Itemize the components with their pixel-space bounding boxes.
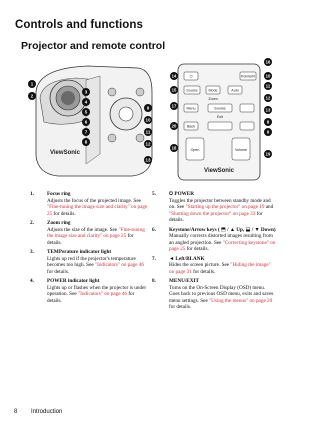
item-number: 4.	[30, 277, 34, 284]
remote-zoom-label: Zoom	[208, 97, 218, 101]
item-description: Toggles the projector between standby mode and on. See "Starting up the projector" on page 19 and "Shutting down the projector" on page 33 for details.	[169, 197, 274, 224]
callout-r14	[170, 72, 178, 80]
page-number: 8	[14, 409, 18, 415]
projector-remote-illustration	[28, 58, 276, 183]
callout-6	[82, 118, 90, 126]
feature-list-right	[152, 191, 276, 313]
callout-r10	[264, 72, 272, 80]
item-title: TEMPerature indicator light	[47, 248, 112, 255]
item-title: ⏻ POWER	[169, 191, 194, 197]
callout-4	[82, 98, 90, 106]
page-footer	[14, 409, 62, 415]
remote-menu-button: Menu	[186, 106, 196, 111]
svg-text:18: 18	[171, 145, 177, 151]
callout-r19	[264, 150, 272, 158]
item-title: Focus ring	[47, 191, 71, 197]
callout-r18	[170, 144, 178, 152]
cross-reference-link[interactable]: "Indicators" on page 46	[77, 291, 128, 298]
remote-open-button: Open	[190, 148, 200, 152]
callout-9	[144, 104, 152, 112]
svg-text:10: 10	[145, 117, 151, 123]
callout-2	[28, 92, 36, 100]
item-number: 1.	[30, 191, 34, 197]
svg-text:8: 8	[84, 139, 88, 145]
svg-text:13: 13	[145, 157, 151, 163]
cross-reference-link[interactable]: "Fine-tuning the image size and clarity" on page 25	[47, 204, 148, 217]
remote-auto-button: Auto	[231, 88, 239, 93]
list-item	[30, 220, 148, 246]
remote-source-button: Source	[186, 88, 198, 93]
cross-reference-link[interactable]: "Shutting down the projector" on page 33	[169, 210, 256, 217]
callout-r11	[264, 82, 272, 90]
remote-exit-label: Exit	[217, 115, 223, 119]
svg-text:11: 11	[145, 129, 151, 135]
callout-r20	[170, 122, 178, 130]
svg-text:15: 15	[171, 87, 177, 93]
cross-reference-link[interactable]: "Indicators" on page 46	[94, 262, 145, 269]
list-item	[152, 278, 276, 311]
remote-mode-button: Mode	[208, 88, 218, 93]
callout-5	[82, 108, 90, 116]
item-description: Manually corrects distorted images resulting from an angled projection. See "Correcting keystone" on page 25 for details.	[169, 233, 276, 253]
feature-list-left	[30, 191, 148, 307]
svg-text:14: 14	[171, 73, 177, 79]
item-number: 6.	[152, 226, 156, 233]
list-item	[30, 249, 148, 275]
item-title: POWER indicator light	[47, 277, 100, 284]
svg-text:4: 4	[84, 99, 88, 105]
list-item	[30, 191, 148, 217]
item-title: ◄ Left/BLANK	[169, 255, 205, 262]
callout-1	[28, 80, 36, 88]
remote-power-button: ⏻	[189, 74, 193, 79]
item-title: Keystone/Arrow keys ( ⬒ / ▲ Up, ⬓ / ▼ Down)	[169, 226, 276, 233]
svg-text:2: 2	[30, 93, 34, 99]
item-description: Lights up red if the projector's temperature becomes too high. See "Indicators" on page 46 for details.	[47, 255, 145, 275]
item-description: Turns on the On-Screen Display (OSD) menu. Goes back to previous OSD menu, exits and saves menu settings. See "Using the menus" on page 20 for details.	[169, 284, 274, 311]
page-heading: Controls and functions	[15, 19, 144, 31]
svg-text:20: 20	[171, 123, 177, 129]
callout-r17	[170, 102, 178, 110]
remote-center-button: Sourse	[214, 106, 226, 111]
item-number: 7.	[152, 255, 156, 262]
cross-reference-link[interactable]: "Using the menus" on page 20	[209, 297, 273, 304]
svg-text:13: 13	[265, 107, 271, 113]
item-number: 8.	[152, 277, 156, 284]
item-description: Adjusts the size of the image. See "Fine-tuning the image size and clarity" on page 25 for details.	[47, 226, 145, 246]
list-item	[152, 256, 276, 276]
callout-r16	[264, 58, 272, 66]
callout-7	[82, 128, 90, 136]
callout-r13	[264, 106, 272, 114]
item-description: Hides the screen picture. See "Hiding the image" on page 31 for details.	[169, 262, 271, 275]
svg-text:3: 3	[84, 89, 88, 95]
svg-text:19: 19	[265, 151, 271, 157]
svg-text:7: 7	[84, 129, 88, 135]
cross-reference-link[interactable]: "Starting up the projector" on page 19	[185, 204, 265, 211]
callout-8	[82, 138, 90, 146]
item-number: 3.	[30, 248, 34, 255]
remote-drawing	[178, 64, 260, 180]
remote-back-button: Back	[187, 124, 195, 129]
callout-12	[144, 140, 152, 148]
svg-text:8: 8	[266, 119, 270, 125]
callout-3	[82, 88, 90, 96]
list-item	[152, 191, 276, 224]
callout-11	[144, 128, 152, 136]
cross-reference-link[interactable]: "Correcting keystone" on page 25	[169, 239, 276, 253]
svg-text:5: 5	[84, 109, 88, 115]
svg-text:17: 17	[171, 103, 177, 109]
item-description: Adjusts the focus of the projected image. See "Fine-tuning the image size and clarity" on page 25 for details.	[47, 197, 148, 217]
svg-text:12: 12	[145, 141, 151, 147]
projector-brand: ViewSonic	[50, 150, 80, 156]
svg-text:9: 9	[146, 105, 150, 111]
remote-pointer-button: PointerR	[241, 74, 255, 79]
page-subheading: Projector and remote control	[21, 40, 166, 52]
svg-text:11: 11	[265, 83, 271, 89]
remote-brand: ViewSonic	[204, 168, 234, 174]
svg-text:10: 10	[265, 73, 271, 79]
cross-reference-link[interactable]: "Hiding the image" on page 31	[169, 262, 271, 275]
item-description: Lights up or flashes when the projector is under operation. See "Indicators" on page 46 for details.	[47, 284, 147, 304]
callout-10	[144, 116, 152, 124]
svg-text:12: 12	[265, 95, 271, 101]
item-number: 2.	[30, 219, 34, 226]
svg-text:6: 6	[84, 119, 88, 125]
svg-text:9: 9	[266, 129, 270, 135]
list-item	[152, 227, 276, 253]
item-title: MENU/EXIT	[169, 277, 199, 284]
callout-r15	[170, 86, 178, 94]
cross-reference-link[interactable]: "Fine-tuning the image size and clarity" on page 25	[47, 226, 145, 240]
item-title: Zoom ring	[47, 219, 71, 226]
svg-text:1: 1	[30, 81, 34, 87]
callout-r9	[264, 128, 272, 136]
item-number: 5.	[152, 191, 156, 197]
callout-r12	[264, 94, 272, 102]
projector-drawing	[36, 66, 152, 176]
svg-text:16: 16	[265, 59, 271, 65]
callout-13	[144, 156, 152, 164]
callout-r8	[264, 118, 272, 126]
list-item	[30, 278, 148, 304]
section-name: Introduction	[31, 409, 63, 415]
remote-volume-button: Volume	[235, 148, 247, 152]
